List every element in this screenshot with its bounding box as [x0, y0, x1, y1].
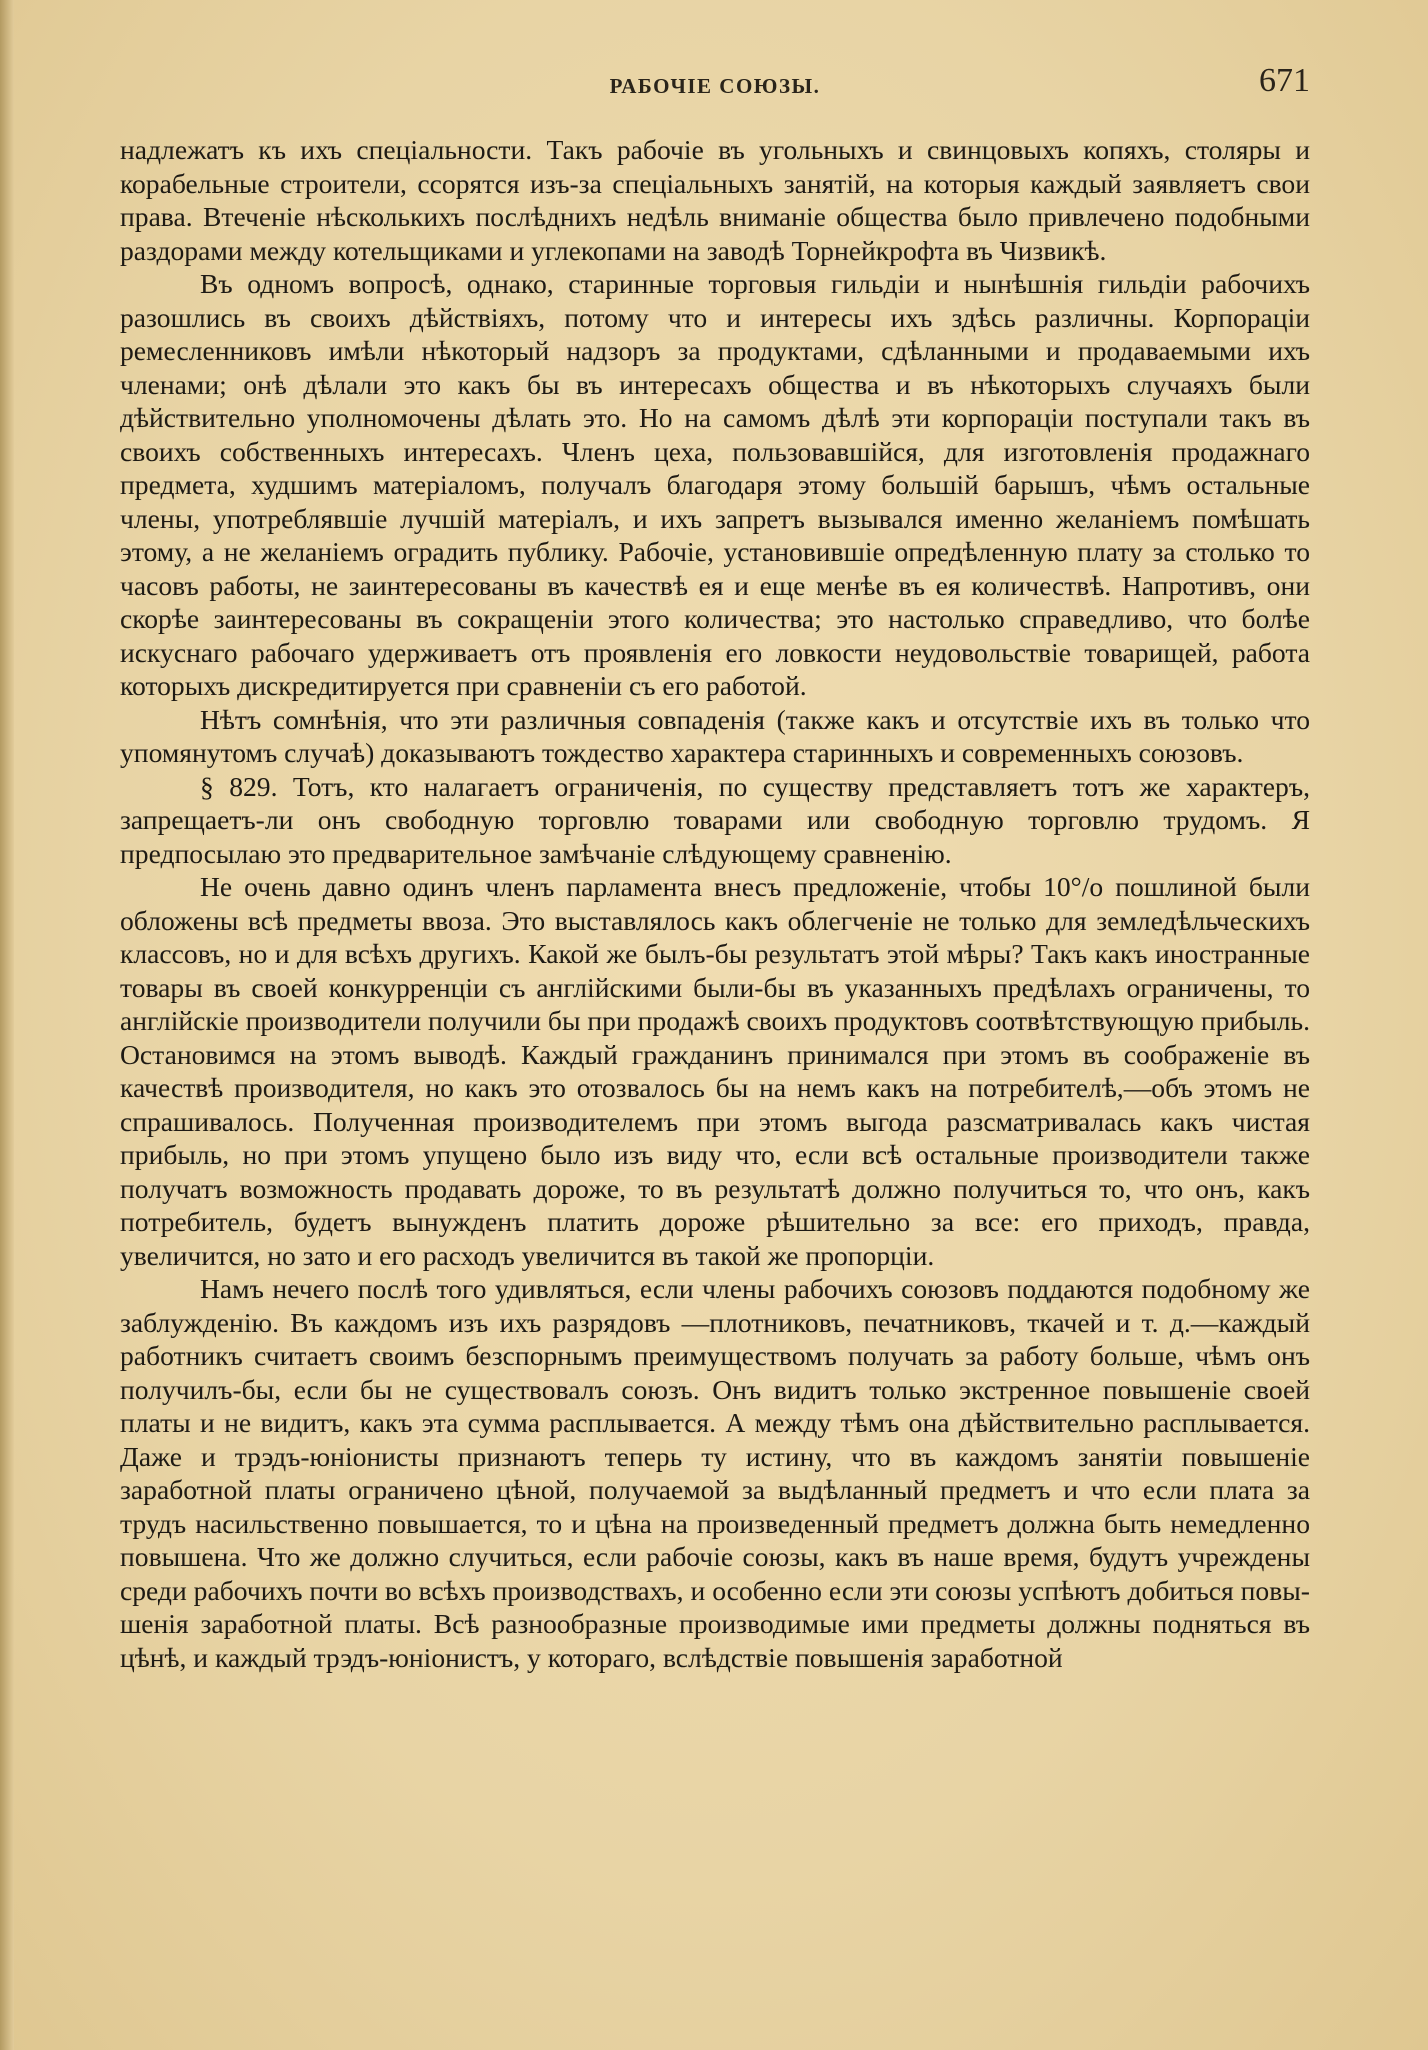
page-number: 671: [1259, 62, 1310, 99]
page-header: [120, 62, 1310, 112]
paragraph: Не очень давно одинъ членъ парламента внесъ предложеніе, чтобы 10°/о пошлиной были обложены всѣ предметы ввоза. Это выставлялось какъ облегченіе не только для земледѣльческихъ классовъ, но и для всѣхъ другихъ. Какой же былъ-бы результатъ этой мѣры? Такъ какъ иностранные товары въ своей конкурренціи съ англійскими были-бы въ указанныхъ предѣлахъ ограничены, то англійскіе производители получили бы при продажѣ своихъ продуктовъ соотвѣтствующую прибыль. Остановимся на этомъ выводѣ. Каждый гражданинъ принимался при этомъ въ соображеніе въ качествѣ производителя, но какъ это отозвалось бы на немъ какъ на потребителѣ,—объ этомъ не спрашивалось. Полученная производителемъ при этомъ выгода разсматривалась какъ чистая прибыль, но при этомъ упущено было изъ виду что, если всѣ остальные производители также получатъ возможность продавать дороже, то въ результатѣ должно получиться то, что онъ, какъ потребитель, будетъ вынужденъ платить дороже рѣшительно за все: его приходъ, правда, увеличится, но зато и его расходъ увеличится въ такой же пропорціи.: [120, 871, 1310, 1271]
paragraph: надлежатъ къ ихъ спеціальности. Такъ рабочіе въ угольныхъ и свинцовыхъ копяхъ, столяры и корабельные строители, ссорятся изъ-за спеціальныхъ занятій, на которыя каждый заявляетъ свои права. Втеченіе нѣсколькихъ послѣднихъ недѣль вниманіе общества было привлечено подобными раздорами между котельщиками и углекопами на заводѣ Торнейкрофта въ Чизвикѣ.: [120, 134, 1310, 266]
paragraph: Нѣтъ сомнѣнія, что эти различныя совпаденія (также какъ и отсутствіе ихъ въ только что упомянутомъ случаѣ) доказываютъ тождество характера старинныхъ и современныхъ союзовъ.: [120, 703, 1310, 768]
running-title: РАБОЧІЕ СОЮЗЫ.: [609, 74, 821, 98]
paragraph: Намъ нечего послѣ того удивляться, если члены рабочихъ союзовъ поддаются подобному же заблужденію. Въ каждомъ изъ ихъ разрядовъ —плотниковъ, печатниковъ, ткачей и т. д.—каждый работникъ считаетъ своимъ безспорнымъ преимуществомъ получать за работу больше, чѣмъ онъ получилъ-бы, если бы не существовалъ союзъ. Онъ видитъ только экстренное повышеніе своей платы и не видитъ, какъ эта сумма расплывается. А между тѣмъ она дѣйствительно расплывается. Даже и трэдъ-юніонисты признаютъ теперь ту истину, что въ каждомъ занятіи повышеніе заработной платы ограничено цѣной, получаемой за выдѣланный предметъ и что если плата за трудъ насильственно повышается, то и цѣна на произведенный предметъ должна быть немедленно повышена. Что же должно случиться, если рабочіе союзы, какъ въ наше время, будутъ учреждены среди рабочихъ почти во всѣхъ производствахъ, и особенно если эти союзы успѣютъ добиться повышенія заработной платы. Всѣ разнообразные производимые ими предметы должны подняться въ цѣнѣ, и каждый трэдъ-юніонистъ, у котораго, вслѣдствіе повышенія заработной: [120, 1273, 1310, 1673]
paragraph: Въ одномъ вопросѣ, однако, старинные торговыя гильдіи и нынѣшнія гильдіи рабочихъ разошлись въ своихъ дѣйствіяхъ, потому что и интересы ихъ здѣсь различны. Корпораціи ремесленниковъ имѣли нѣкоторый надзоръ за продуктами, сдѣланными и продаваемыми ихъ членами; онѣ дѣлали это какъ бы въ интересахъ общества и въ нѣкоторыхъ случаяхъ были дѣйствительно уполномочены дѣлать это. Но на самомъ дѣлѣ эти корпораціи поступали такъ въ своихъ собственныхъ интересахъ. Членъ цеха, пользовавшійся, для изготовленія продажнаго предмета, худшимъ матеріаломъ, получалъ благодаря этому большій барышъ, чѣмъ остальные члены, употреблявшіе лучшій матеріалъ, и ихъ запретъ вызывался именно желаніемъ помѣшать этому, а не желаніемъ оградить публику. Рабочіе, установившіе опредѣленную плату за столько то часовъ работы, не заинтересованы въ качествѣ ея и еще менѣе въ ея количествѣ. Напротивъ, они скорѣе заинтересованы въ сокращеніи этого количества; это настолько справедливо, что болѣе искуснаго рабочаго удерживаетъ отъ проявленія его ловкости неудовольствіе товарищей, работа которыхъ дискредитируется при сравненіи съ его работой.: [120, 268, 1310, 701]
page-binding-edge: [0, 0, 14, 2050]
body-text: [120, 133, 1310, 1674]
paragraph-section-829: § 829. Тотъ, кто налагаетъ ограниченія, по существу представляетъ тотъ же характеръ, запрещаетъ-ли онъ свободную торговлю товарами или свободную торговлю трудомъ. Я предпосылаю это предварительное замѣчаніе слѣдующему сравненію.: [120, 770, 1310, 869]
